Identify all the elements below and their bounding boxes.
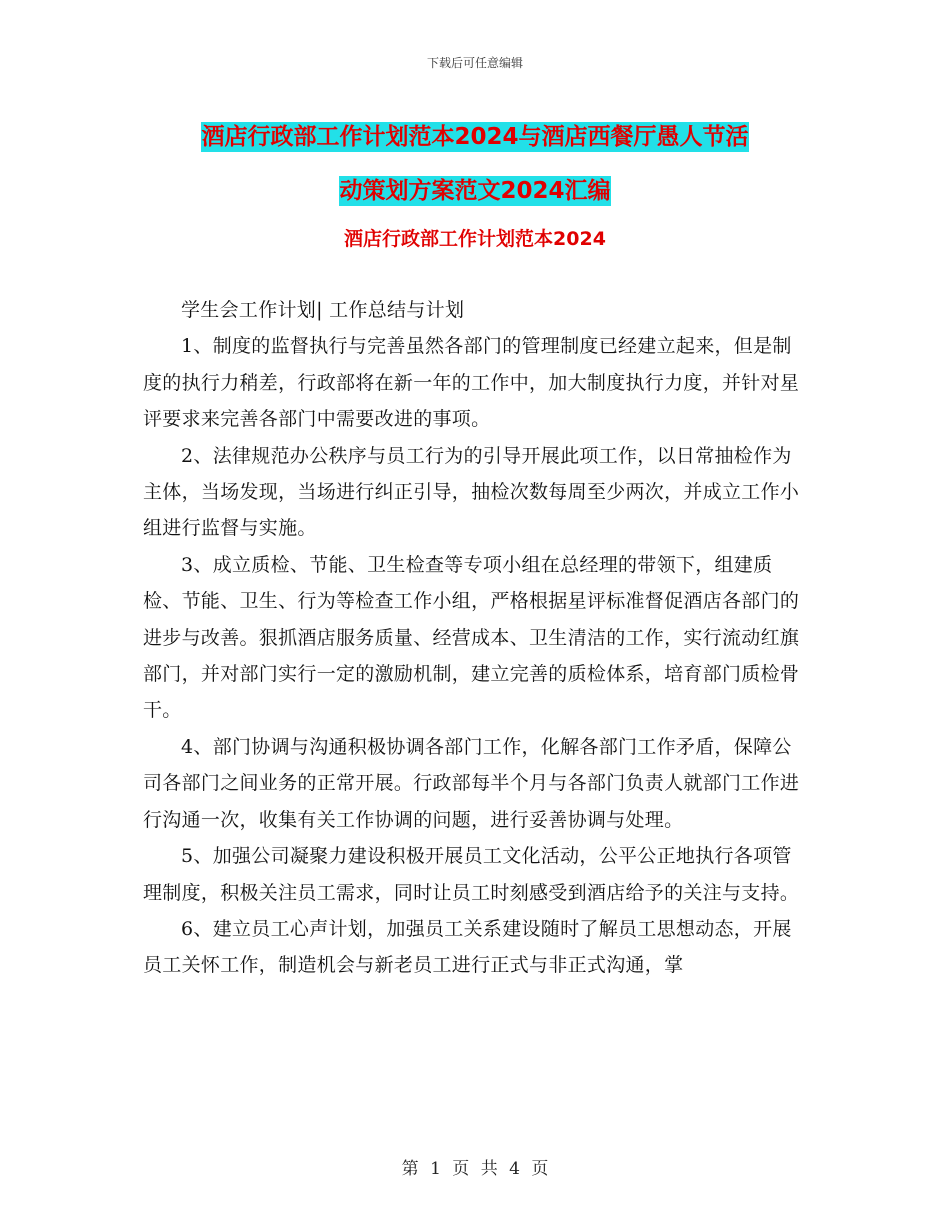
document-title-line-2: [0, 164, 950, 218]
paragraph: 2、法律规范办公秩序与员工行为的引导开展此项工作，以日常抽检作为主体，当场发现，当场进行纠正引导，抽检次数每周至少两次，并成立工作小组进行监督与实施。: [143, 444, 800, 540]
document-title-line-1: [0, 110, 950, 164]
paragraph: 5、加强公司凝聚力建设积极开展员工文化活动，公平公正地执行各项管理制度，积极关注员工需求，同时让员工时刻感受到酒店给予的关注与支持。: [143, 845, 800, 904]
paragraph: 6、建立员工心声计划，加强员工关系建设随时了解员工思想动态，开展员工关怀工作，制造机会与新老员工进行正式与非正式沟通，掌: [143, 917, 792, 977]
paragraph: 3、成立质检、节能、卫生检查等专项小组在总经理的带领下，组建质检、节能、卫生、行为等检查工作小组，严格根据星评标准督促酒店各部门的进步与改善。狠抓酒店服务质量、经营成本、卫生清洁的工作，实行流动红旗部门，并对部门实行一定的激励机制，建立完善的质检体系，培育部门质检骨干。: [143, 553, 800, 722]
paragraph: 4、部门协调与沟通积极协调各部门工作，化解各部门工作矛盾，保障公司各部门之间业务的正常开展。行政部每半个月与各部门负责人就部门工作进行沟通一次，收集有关工作协调的问题，进行妥善协调与处理。: [143, 735, 800, 831]
page-footer: 第 1 页 共 4 页: [401, 1159, 549, 1179]
body-text: [143, 292, 807, 984]
paragraph: 学生会工作计划| 工作总结与计划: [181, 299, 465, 321]
document-title: [0, 110, 950, 218]
section-title: 酒店行政部工作计划范本2024: [344, 228, 606, 250]
title-line-1-text: 酒店行政部工作计划范本2024与酒店西餐厅愚人节活: [201, 124, 749, 150]
paragraph: 1、制度的监督执行与完善虽然各部门的管理制度已经建立起来，但是制度的执行力稍差，行政部将在新一年的工作中，加大制度执行力度，并针对星评要求来完善各部门中需要改进的事项。: [143, 335, 800, 431]
header-note: 下载后可任意编辑: [426, 56, 523, 70]
title-line-2-text: 动策划方案范文2024汇编: [339, 178, 611, 204]
